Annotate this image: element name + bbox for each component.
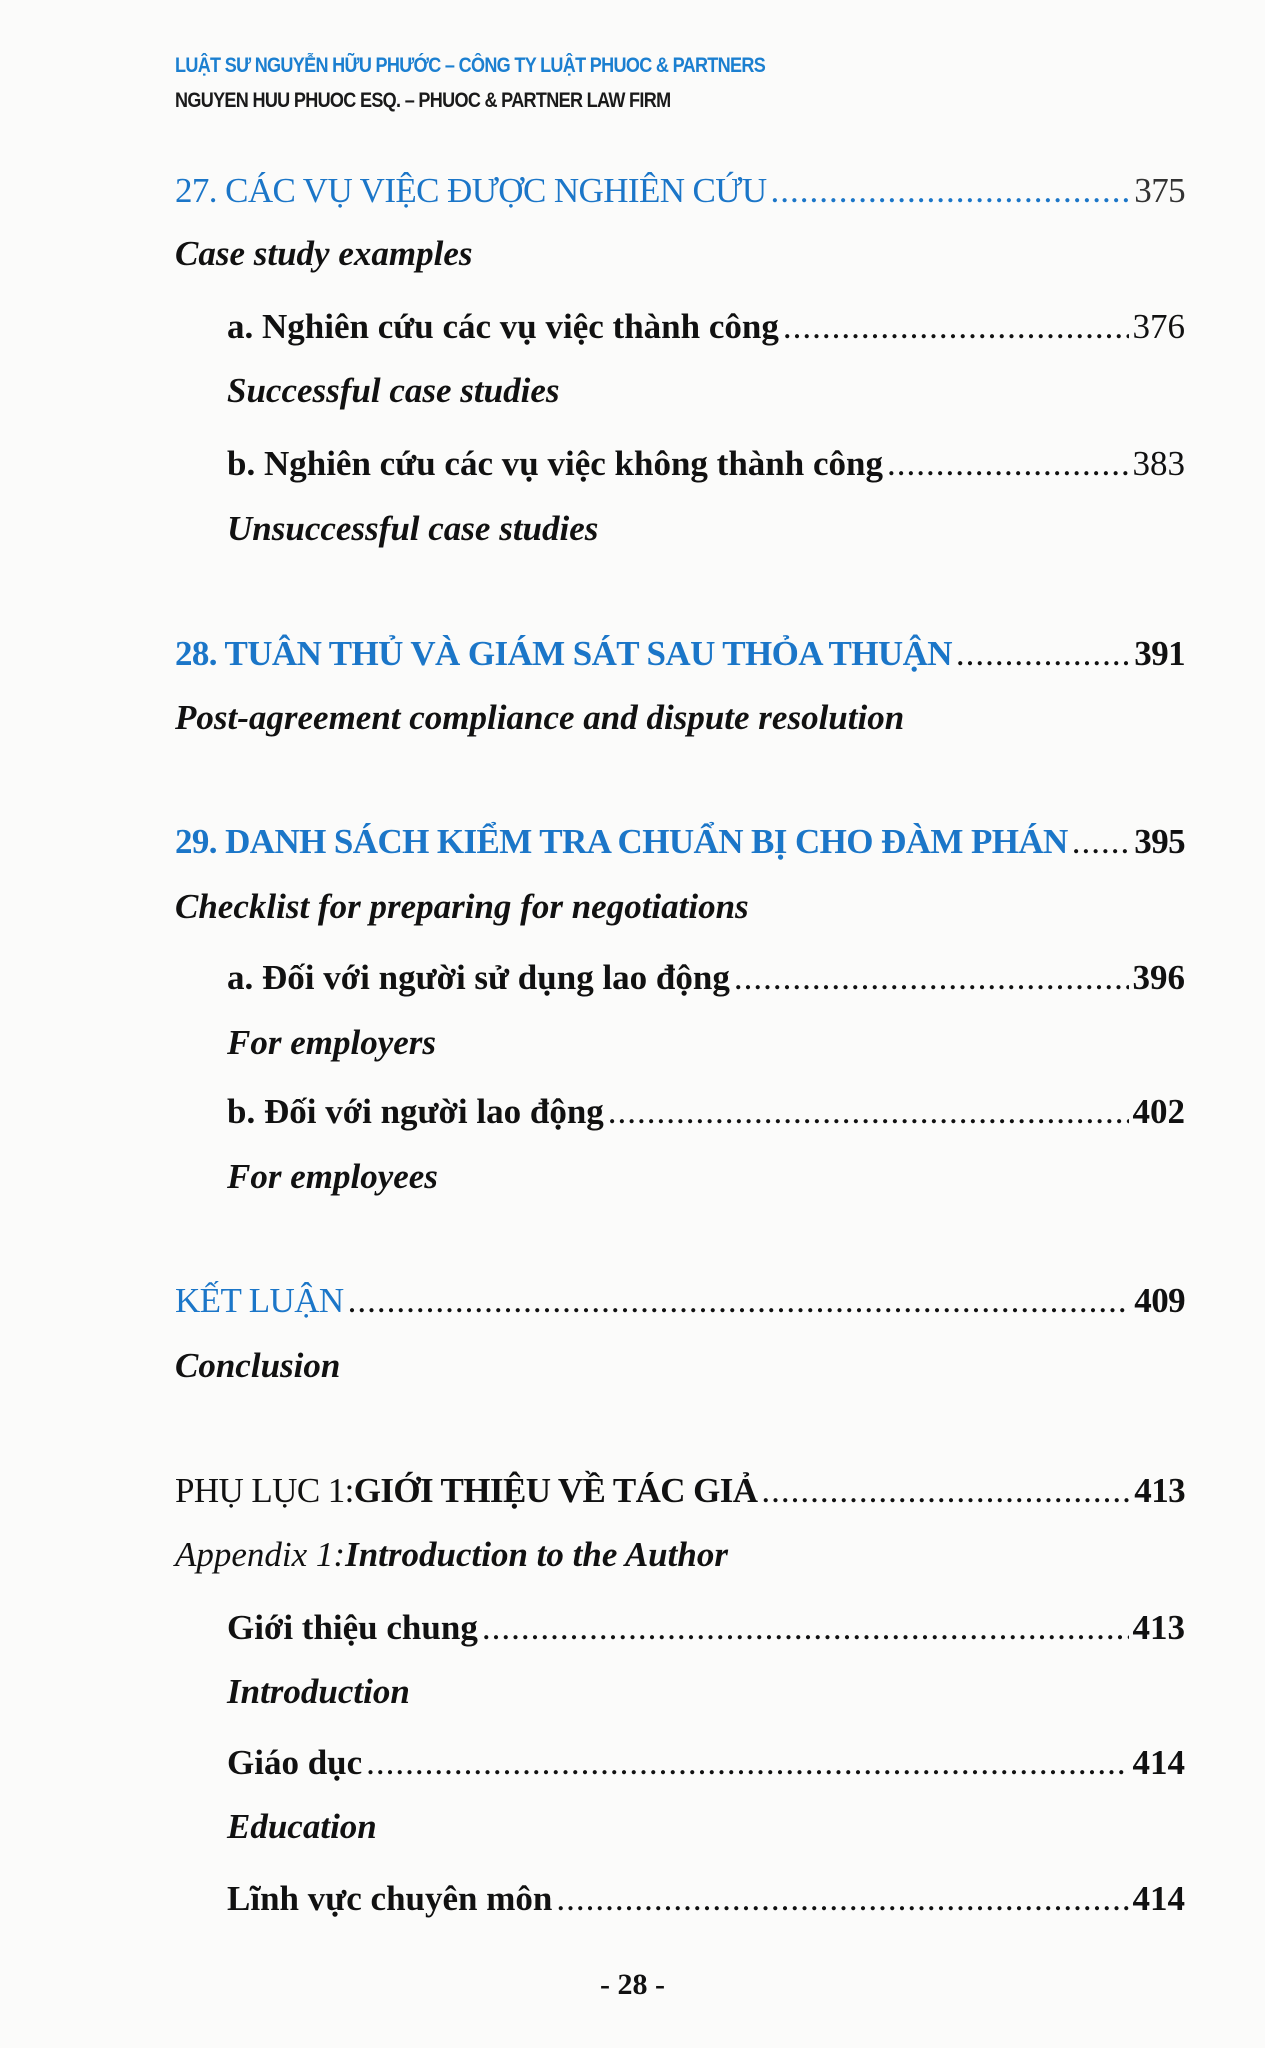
toc-entry-subtitle: Unsuccessful case studies: [227, 509, 599, 548]
toc-page-number: 414: [1132, 1743, 1185, 1782]
toc-entry-title: a. Nghiên cứu các vụ việc thành công: [227, 307, 779, 346]
leader-dots: [956, 632, 1130, 676]
toc-page-number: 413: [1134, 1471, 1185, 1510]
toc-entry-subtitle: Checklist for preparing for negotiations: [175, 887, 749, 926]
toc-entry-29b[interactable]: [227, 1090, 1185, 1134]
toc-entry-subtitle: For employees: [227, 1157, 438, 1196]
toc-entry-title: Giáo dục: [227, 1743, 363, 1782]
toc-entry-27a[interactable]: [227, 305, 1185, 349]
toc-entry-subtitle: [175, 1533, 1185, 1577]
toc-entry-conclusion[interactable]: [175, 1279, 1185, 1323]
toc-entry-appendix-1[interactable]: [175, 1469, 1185, 1513]
toc-entry-27b[interactable]: [227, 442, 1185, 486]
leader-dots: [348, 1279, 1131, 1323]
toc-entry-subtitle: Conclusion: [175, 1346, 341, 1385]
leader-dots: [482, 1606, 1129, 1650]
toc-page-number: 395: [1134, 822, 1185, 861]
toc-entry-title: 27. CÁC VỤ VIỆC ĐƯỢC NGHIÊN CỨU: [175, 171, 767, 210]
leader-dots: [783, 305, 1129, 349]
toc-entry-27[interactable]: [175, 169, 1185, 213]
toc-entry-expertise[interactable]: [227, 1877, 1185, 1921]
toc-entry-title: Giới thiệu chung: [227, 1608, 478, 1647]
leader-dots: [734, 956, 1129, 1000]
toc-page-number: 375: [1134, 171, 1185, 210]
toc-entry-education[interactable]: [227, 1741, 1185, 1785]
toc-entry-subtitle: Successful case studies: [227, 371, 560, 410]
toc-entry-prefix: PHỤ LỤC 1:: [175, 1471, 354, 1510]
toc-page-number: 413: [1132, 1608, 1185, 1647]
toc-entry-title: KẾT LUẬN: [175, 1281, 344, 1320]
toc-entry-title: a. Đối với người sử dụng lao động: [227, 958, 730, 997]
toc-entry-subtitle: Education: [227, 1807, 377, 1846]
toc-entry-28[interactable]: [175, 632, 1185, 676]
toc-entry-29[interactable]: [175, 820, 1185, 864]
toc-page-number: 376: [1132, 307, 1185, 346]
toc-page-number: 402: [1132, 1092, 1185, 1131]
running-header-english: NGUYEN HUU PHUOC ESQ. – PHUOC & PARTNER LAW FIRM: [175, 89, 671, 112]
subtitle-prefix: Appendix 1:: [175, 1535, 346, 1574]
leader-dots: [887, 442, 1129, 486]
toc-entry-29a[interactable]: [227, 956, 1185, 1000]
toc-page-number: 383: [1132, 444, 1185, 483]
page-number: - 28 -: [600, 1968, 665, 2001]
toc-entry-title: 29. DANH SÁCH KIỂM TRA CHUẨN BỊ CHO ĐÀM PHÁN: [175, 822, 1068, 861]
toc-entry-title: b. Đối với người lao động: [227, 1092, 604, 1131]
toc-entry-title: 28. TUÂN THỦ VÀ GIÁM SÁT SAU THỎA THUẬN: [175, 634, 952, 673]
leader-dots: [366, 1741, 1128, 1785]
toc-page-number: 396: [1132, 958, 1185, 997]
subtitle-text: Introduction to the Author: [345, 1535, 728, 1574]
running-header-vietnamese: LUẬT SƯ NGUYỄN HỮU PHƯỚC – CÔNG TY LUẬT PHUOC & PARTNERS: [175, 54, 766, 77]
toc-entry-title: b. Nghiên cứu các vụ việc không thành công: [227, 444, 883, 483]
leader-dots: [761, 1469, 1130, 1513]
toc-entry-subtitle: For employers: [227, 1023, 437, 1062]
toc-entry-title: Lĩnh vực chuyên môn: [227, 1879, 553, 1918]
toc-entry-subtitle: Case study examples: [175, 234, 473, 273]
toc-entry-subtitle: Post-agreement compliance and dispute resolution: [175, 698, 905, 737]
leader-dots: [608, 1090, 1129, 1134]
leader-dots: [771, 169, 1131, 213]
toc-page-number: 414: [1132, 1879, 1185, 1918]
leader-dots: [556, 1877, 1128, 1921]
toc-entry-general-intro[interactable]: [227, 1606, 1185, 1650]
toc-entry-subtitle: Introduction: [227, 1672, 410, 1711]
toc-page-number: 409: [1134, 1281, 1185, 1320]
toc-page-number: 391: [1134, 634, 1185, 673]
leader-dots: [1072, 820, 1131, 864]
toc-entry-title: GIỚI THIỆU VỀ TÁC GIẢ: [353, 1471, 758, 1510]
